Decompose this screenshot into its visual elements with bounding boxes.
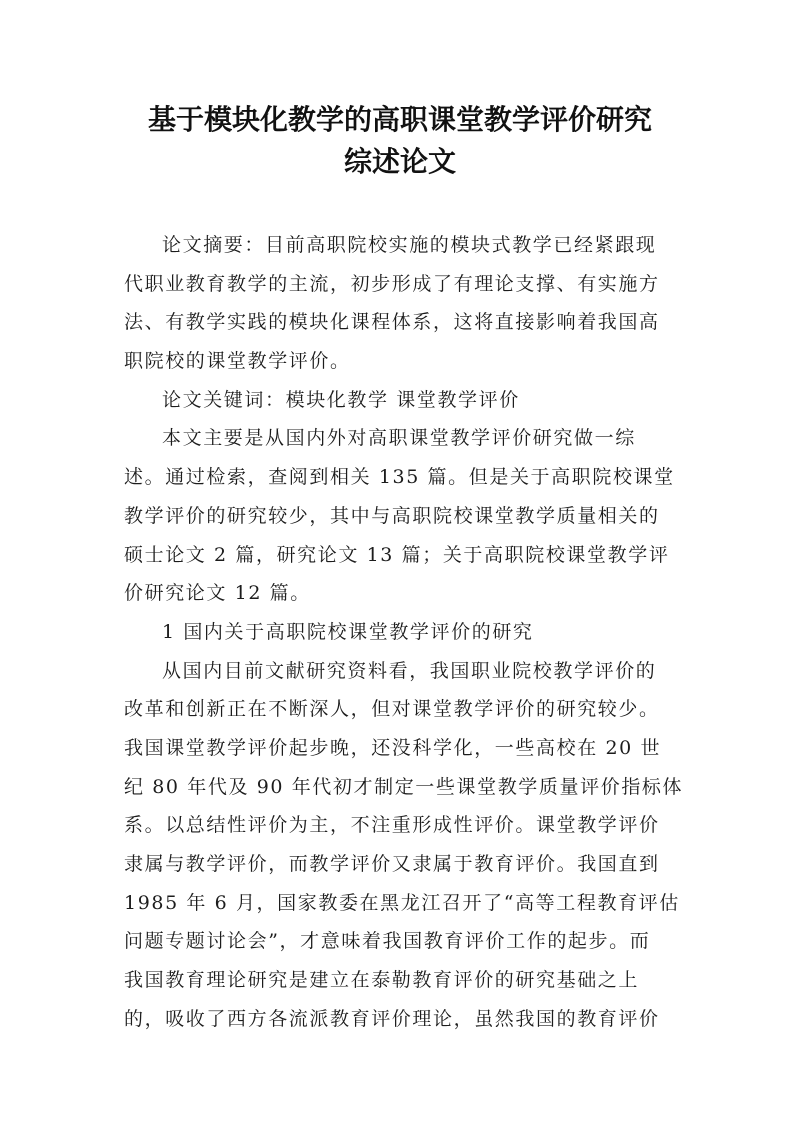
keywords-line: 论文关键词：模块化教学 课堂教学评价 — [162, 388, 520, 411]
paragraph-line: 我国课堂教学评价起步晚，还没科学化，一些高校在 20 世 — [124, 736, 662, 759]
paragraph-line: 问题专题讨论会”，才意味着我国教育评价工作的起步。而 — [124, 930, 651, 953]
paragraph-line: 教学评价的研究较少，其中与高职院校课堂教学质量相关的 — [124, 504, 660, 527]
section-heading: 1 国内关于高职院校课堂教学评价的研究 — [162, 620, 534, 643]
paragraph-line: 1985 年 6 月，国家教委在黑龙江召开了“高等工程教育评估 — [124, 891, 680, 914]
abstract-line: 论文摘要：目前高职院校实施的模块式教学已经紧跟现 — [162, 234, 657, 256]
paragraph-line: 我国教育理论研究是建立在泰勒教育评价的研究基础之上 — [124, 969, 640, 992]
paragraph-line: 述。通过检索，查阅到相关 135 篇。但是关于高职院校课堂 — [124, 466, 675, 489]
paragraph-line: 改革和创新正在不断深人，但对课堂教学评价的研究较少。 — [124, 698, 660, 721]
document-title-line-1: 基于模块化教学的高职课堂教学评价研究 — [147, 103, 652, 136]
paragraph-line: 本文主要是从国内外对高职课堂教学评价研究做一综 — [162, 427, 636, 450]
paragraph-line: 纪 80 年代及 90 年代初才制定一些课堂教学质量评价指标体 — [124, 775, 684, 798]
paragraph-line: 隶属与教学评价，而教学评价又隶属于教育评价。我国直到 — [124, 853, 660, 875]
paragraph-line: 的，吸收了西方各流派教育评价理论，虽然我国的教育评价 — [124, 1007, 660, 1030]
paragraph-line: 系。以总结性评价为主，不注重形成性评价。课堂教学评价 — [124, 814, 660, 837]
paragraph-line: 硕士论文 2 篇，研究论文 13 篇；关于高职院校课堂教学评 — [124, 543, 670, 566]
abstract-line: 法、有教学实践的模块化课程体系，这将直接影响着我国高 — [124, 311, 660, 334]
abstract-line: 职院校的课堂教学评价。 — [124, 350, 351, 373]
paragraph-line: 从国内目前文献研究资料看，我国职业院校教学评价的 — [162, 659, 657, 682]
document-body — [124, 226, 684, 1038]
document-title-line-2: 综述论文 — [343, 145, 456, 178]
paragraph-line: 价研究论文 12 篇。 — [124, 582, 311, 605]
abstract-line: 代职业教育教学的主流，初步形成了有理论支撑、有实施方 — [124, 272, 660, 295]
